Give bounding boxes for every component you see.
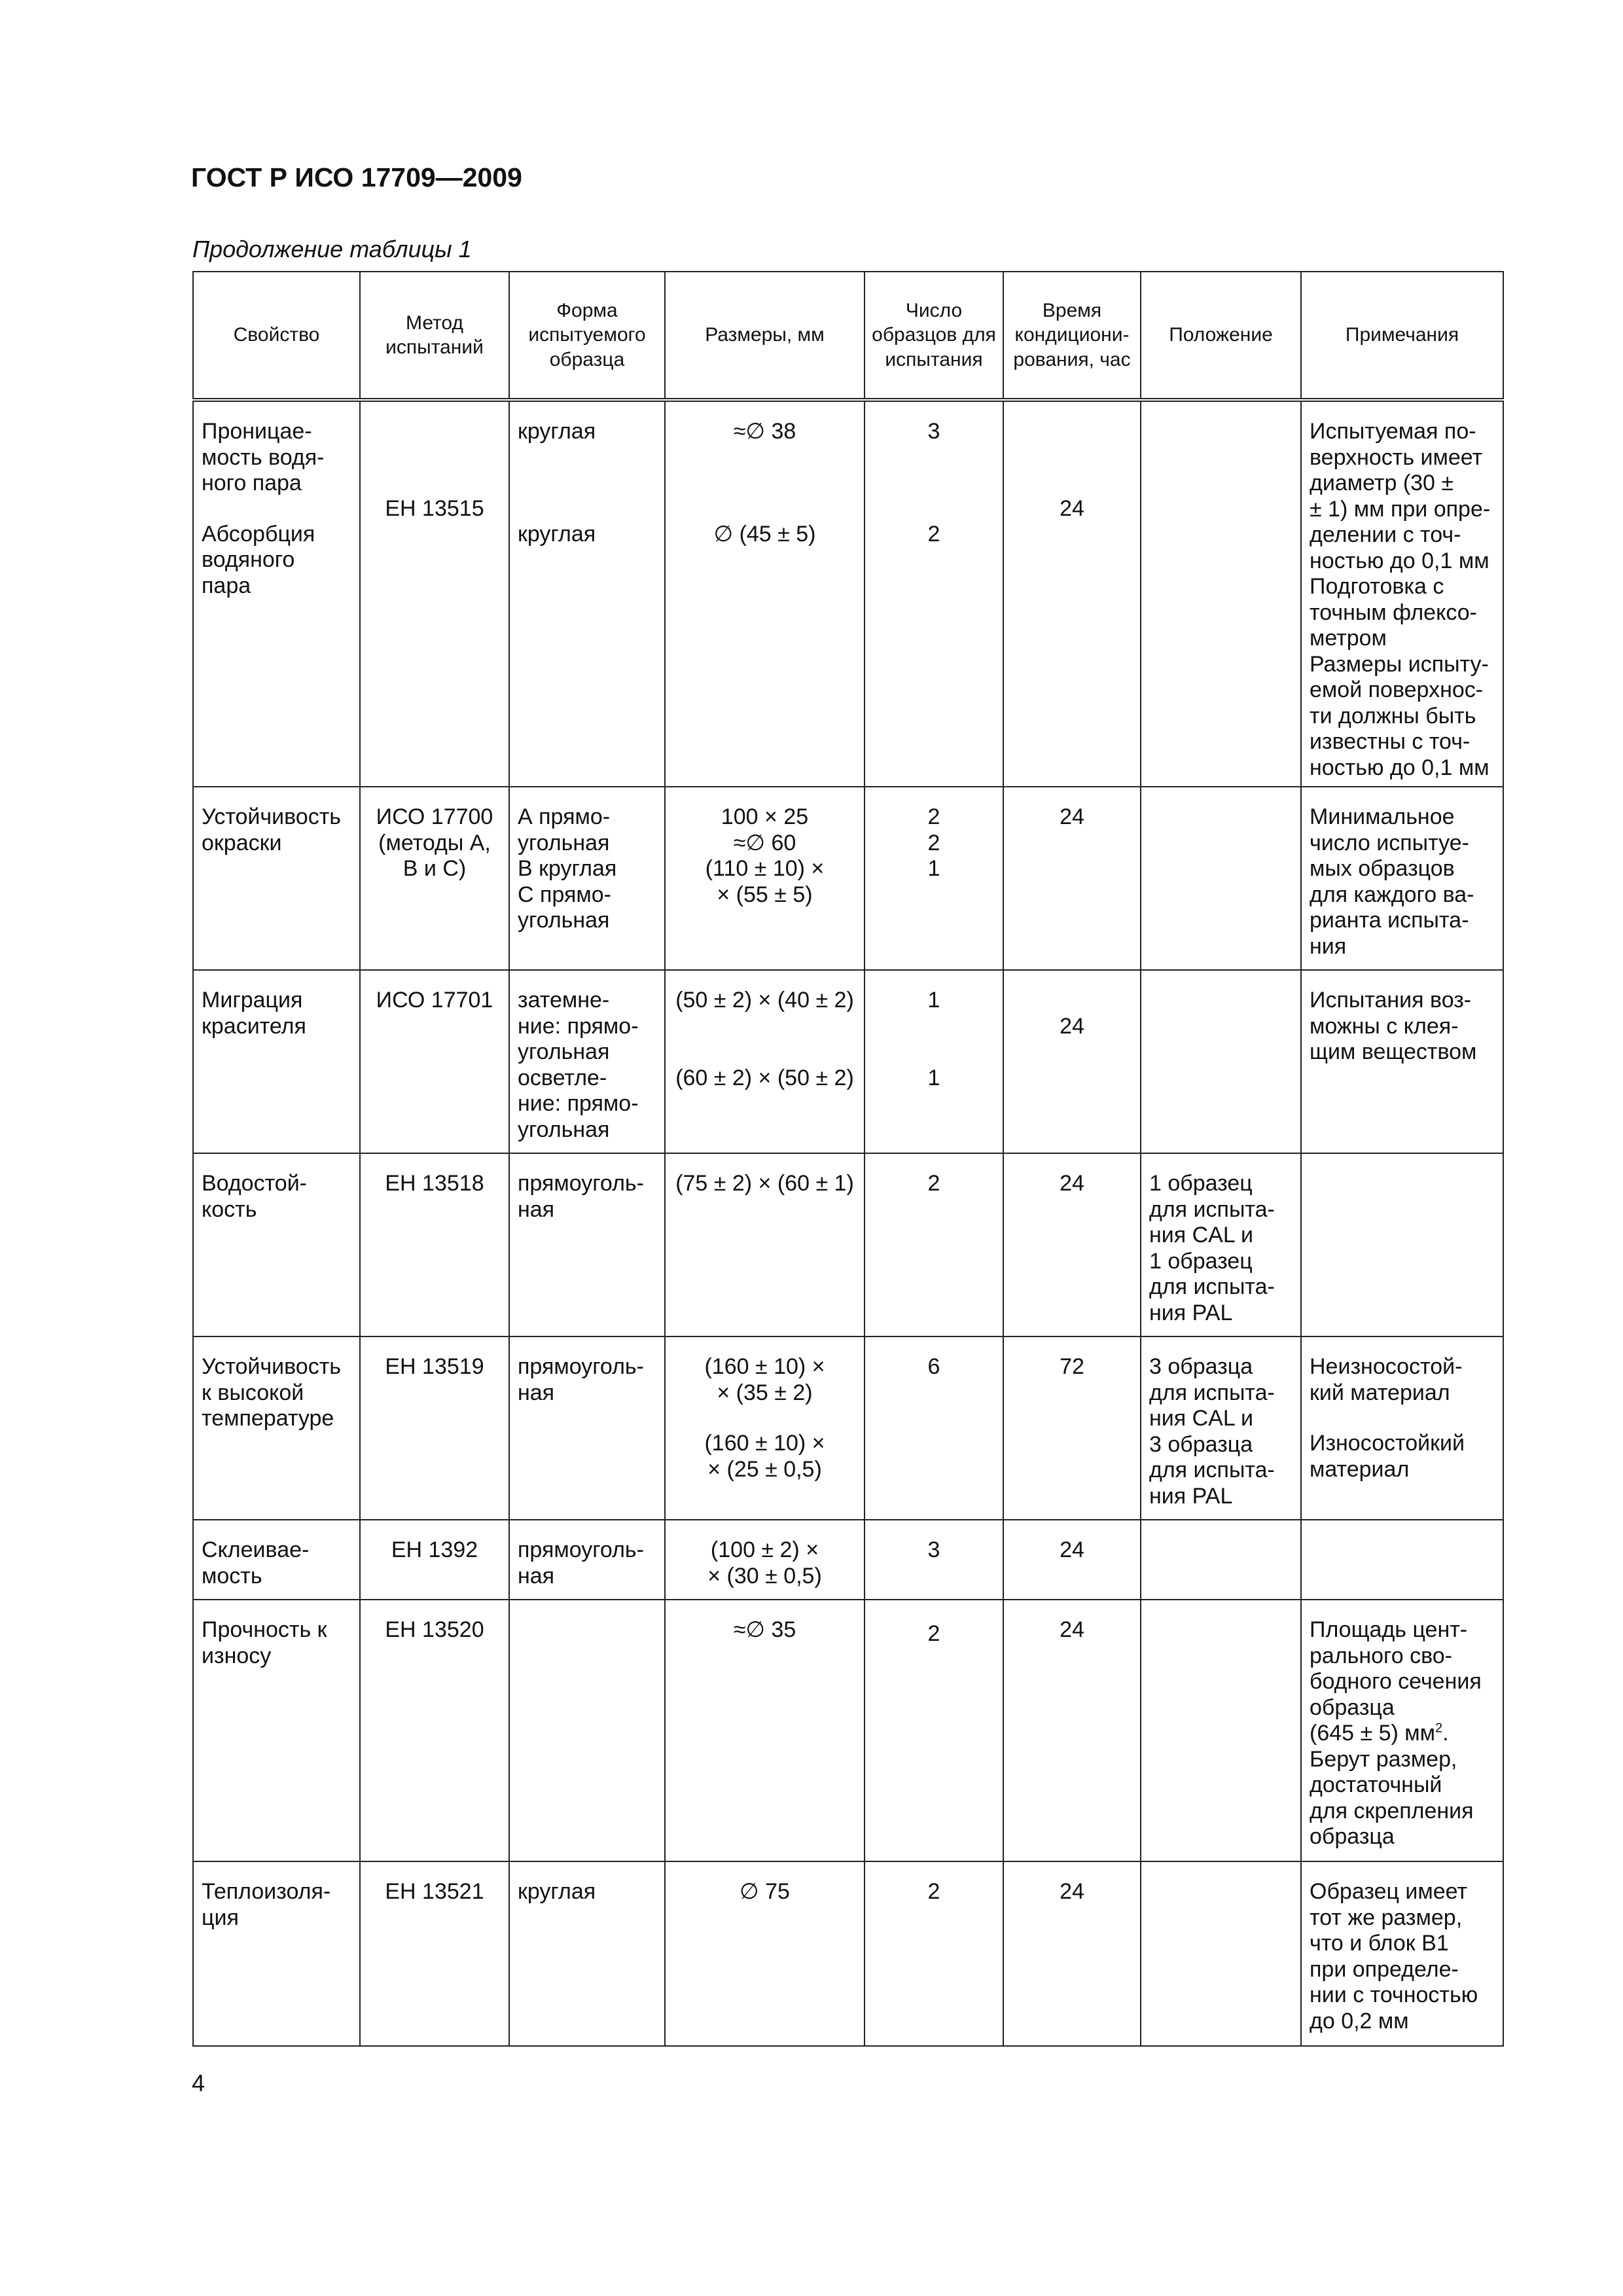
- cell-count: 2: [865, 1861, 1003, 2046]
- cell-property: Устойчивость окраски: [193, 787, 360, 970]
- header-time: Время кондициони- рования, час: [1003, 272, 1141, 400]
- table-row: [193, 1336, 1503, 1520]
- cell-method: ЕН 13520: [360, 1600, 509, 1861]
- cell-time: 24: [1003, 970, 1141, 1153]
- cell-notes: Площадь цент- рального сво- бодного сечения образца (645 ± 5) $мм^2$. Берут размер, достаточный для скрепления образца: [1301, 1600, 1503, 1861]
- cell-size: (50 ± 2) × (40 ± 2) (60 ± 2) × (50 ± 2): [665, 970, 865, 1153]
- cell-shape: прямоуголь- ная: [509, 1520, 665, 1600]
- cell-position: [1141, 970, 1301, 1153]
- cell-property: Водостой- кость: [193, 1153, 360, 1336]
- table-row: [193, 787, 1503, 970]
- cell-position: [1141, 400, 1301, 787]
- cell-notes: Испытуемая по- верхность имеет диаметр (30 ± ± 1) мм при опре- делении с точ- ностью до 0,1 мм Подготовка с точным флексо- метром Размеры испыту- емой поверхнос- ти должны быть известны с точ- ностью до 0,1 мм: [1301, 400, 1503, 787]
- cell-shape: [509, 1600, 665, 1861]
- table-row: [193, 400, 1503, 787]
- cell-shape: А прямо- угольная В круглая С прямо- угольная: [509, 787, 665, 970]
- cell-position: [1141, 787, 1301, 970]
- cell-method: ЕН 13518: [360, 1153, 509, 1336]
- cell-property: Прочность к износу: [193, 1600, 360, 1861]
- cell-shape: круглая круглая: [509, 400, 665, 787]
- cell-method: ЕН 13515: [360, 400, 509, 787]
- cell-shape: круглая: [509, 1861, 665, 2046]
- cell-size: ≈∅ 38 ∅ (45 ± 5): [665, 400, 865, 787]
- cell-notes: Минимальное число испытуе- мых образцов для каждого ва- рианта испыта- ния: [1301, 787, 1503, 970]
- cell-count: 3: [865, 1520, 1003, 1600]
- cell-method: ЕН 13521: [360, 1861, 509, 2046]
- cell-position: [1141, 1600, 1301, 1861]
- cell-size: 100 × 25 ≈∅ 60 (110 ± 10) × × (55 ± 5): [665, 787, 865, 970]
- cell-property: Склеивае- мость: [193, 1520, 360, 1600]
- table-row: [193, 1153, 1503, 1336]
- properties-table: [192, 271, 1504, 2047]
- cell-property: Миграция красителя: [193, 970, 360, 1153]
- page-number: 4: [192, 2070, 205, 2096]
- cell-size: (160 ± 10) × × (35 ± 2) (160 ± 10) × × (25 ± 0,5): [665, 1336, 865, 1520]
- cell-property: Проницае- мость водя- ного пара Абсорбция водяного пара: [193, 400, 360, 787]
- cell-notes: Образец имеет тот же размер, что и блок В1 при определе- нии с точностью до 0,2 мм: [1301, 1861, 1503, 2046]
- cell-notes: Неизносостой- кий материал Износостойкий материал: [1301, 1336, 1503, 1520]
- header-shape: Форма испытуемого образца: [509, 272, 665, 400]
- cell-property: Теплоизоля- ция: [193, 1861, 360, 2046]
- cell-notes: Испытания воз- можны с клея- щим веществом: [1301, 970, 1503, 1153]
- cell-time: 72: [1003, 1336, 1141, 1520]
- cell-time: 24: [1003, 1520, 1141, 1600]
- cell-method: ЕН 1392: [360, 1520, 509, 1600]
- cell-shape: прямоуголь- ная: [509, 1336, 665, 1520]
- cell-count: 1 1: [865, 970, 1003, 1153]
- cell-time: 24: [1003, 787, 1141, 970]
- cell-position: [1141, 1861, 1301, 2046]
- header-count: Число образцов для испытания: [865, 272, 1003, 400]
- cell-notes: [1301, 1520, 1503, 1600]
- cell-count: 3 2: [865, 400, 1003, 787]
- cell-method: ИСО 17701: [360, 970, 509, 1153]
- cell-notes: [1301, 1153, 1503, 1336]
- cell-shape: затемне- ние: прямо- угольная осветле- ние: прямо- угольная: [509, 970, 665, 1153]
- table-row: [193, 1600, 1503, 1861]
- cell-size: (100 ± 2) × × (30 ± 0,5): [665, 1520, 865, 1600]
- header-position: Положение: [1141, 272, 1301, 400]
- cell-time: 24: [1003, 1861, 1141, 2046]
- table-header-row: [193, 272, 1503, 400]
- cell-size: ∅ 75: [665, 1861, 865, 2046]
- table-row: [193, 1861, 1503, 2046]
- cell-method: ИСО 17700 (методы А, В и С): [360, 787, 509, 970]
- cell-position: [1141, 1520, 1301, 1600]
- table-caption: Продолжение таблицы 1: [192, 236, 472, 262]
- header-size: Размеры, мм: [665, 272, 865, 400]
- cell-position: 3 образца для испыта- ния CAL и 3 образца для испыта- ния PAL: [1141, 1336, 1301, 1520]
- table-row: [193, 1520, 1503, 1600]
- cell-size: (75 ± 2) × (60 ± 1): [665, 1153, 865, 1336]
- table-row: [193, 970, 1503, 1153]
- cell-time: 24: [1003, 1600, 1141, 1861]
- cell-size: ≈∅ 35: [665, 1600, 865, 1861]
- cell-method: ЕН 13519: [360, 1336, 509, 1520]
- cell-time: 24: [1003, 400, 1141, 787]
- cell-count: 2: [865, 1153, 1003, 1336]
- cell-count: 6: [865, 1336, 1003, 1520]
- cell-time: 24: [1003, 1153, 1141, 1336]
- header-notes: Примечания: [1301, 272, 1503, 400]
- document-title: ГОСТ Р ИСО 17709—2009: [191, 162, 522, 192]
- header-method: Метод испытаний: [360, 272, 509, 400]
- cell-position: 1 образец для испыта- ния CAL и 1 образец для испыта- ния PAL: [1141, 1153, 1301, 1336]
- cell-count: 2: [865, 1600, 1003, 1861]
- header-property: Свойство: [193, 272, 360, 400]
- cell-count: 2 2 1: [865, 787, 1003, 970]
- cell-shape: прямоуголь- ная: [509, 1153, 665, 1336]
- cell-property: Устойчивость к высокой температуре: [193, 1336, 360, 1520]
